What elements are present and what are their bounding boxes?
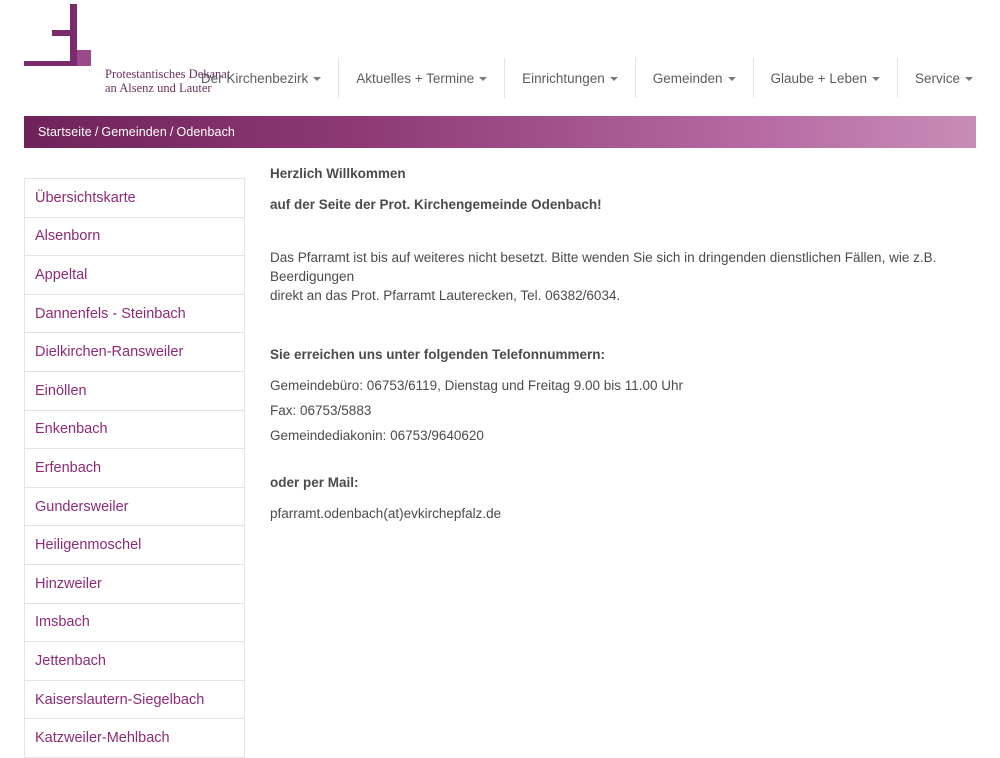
sidebar-item-label: Erfenbach xyxy=(35,459,102,476)
welcome-heading-line-1: Herzlich Willkommen xyxy=(270,166,406,181)
sidebar-item-hinzweiler[interactable] xyxy=(25,565,244,604)
nav-label: Einrichtungen xyxy=(522,70,605,86)
sidebar-item-label: Kaiserslautern-Siegelbach xyxy=(35,691,205,708)
sidebar-navigation xyxy=(24,178,245,758)
article-body xyxy=(270,158,976,523)
phone-office: Gemeindebüro: 06753/6119, Dienstag und Freitag 9.00 bis 11.00 Uhr xyxy=(270,378,684,393)
main-navigation xyxy=(184,58,990,98)
church-cross-logo-icon xyxy=(24,4,134,66)
sidebar-item-imsbach[interactable] xyxy=(25,604,244,643)
sidebar-item-label: Übersichtskarte xyxy=(35,189,136,206)
sidebar-item-label: Jettenbach xyxy=(35,652,106,669)
nav-label: Service xyxy=(914,70,960,86)
breadcrumb-item-gemeinden[interactable]: Gemeinden xyxy=(101,125,167,139)
nav-label: Aktuelles + Termine xyxy=(356,70,475,86)
breadcrumb-separator: / xyxy=(94,125,99,139)
sidebar-item-label: Hinzweiler xyxy=(35,575,102,592)
sidebar-item-label: Einöllen xyxy=(35,382,87,399)
sidebar-item-alsenborn[interactable] xyxy=(25,218,244,257)
sidebar-item-jettenbach[interactable] xyxy=(25,642,244,681)
sidebar-item-katzweiler-mehlbach[interactable] xyxy=(25,719,244,758)
sidebar-item-uebersichtskarte[interactable] xyxy=(25,179,244,218)
sidebar-item-einoellen[interactable] xyxy=(25,372,244,411)
sidebar-item-label: Katzweiler-Mehlbach xyxy=(35,730,170,747)
sidebar-item-heiligenmoschel[interactable] xyxy=(25,526,244,565)
nav-item-aktuelles-termine[interactable] xyxy=(338,58,504,98)
breadcrumb-item-startseite[interactable]: Startseite xyxy=(38,125,92,139)
notice-text-line-2: direkt an das Prot. Pfarramt Lauterecken, Tel. 06382/6034. xyxy=(270,288,621,303)
sidebar-item-enkenbach[interactable] xyxy=(25,411,244,450)
welcome-heading-line-2: auf der Seite der Prot. Kirchengemeinde Odenbach! xyxy=(270,197,602,212)
sidebar-item-dielkirchen-ransweiler[interactable] xyxy=(25,333,244,372)
sidebar-item-label: Heiligenmoschel xyxy=(35,537,142,554)
sidebar-item-label: Imsbach xyxy=(35,614,90,631)
nav-item-der-kirchenbezirk[interactable] xyxy=(184,58,338,98)
sidebar-item-label: Appeltal xyxy=(35,266,88,283)
page-content xyxy=(0,158,1000,750)
breadcrumb-bar xyxy=(24,116,976,148)
nav-label: Glaube + Leben xyxy=(770,70,867,86)
sidebar-item-dannenfels-steinbach[interactable] xyxy=(25,295,244,334)
chevron-down-icon xyxy=(872,77,880,81)
chevron-down-icon xyxy=(313,77,321,81)
sidebar-item-erfenbach[interactable] xyxy=(25,449,244,488)
sidebar-item-label: Alsenborn xyxy=(35,228,101,245)
nav-label: Der Kirchenbezirk xyxy=(200,70,309,86)
nav-item-gemeinden[interactable] xyxy=(635,58,753,98)
chevron-down-icon xyxy=(479,77,487,81)
notice-text-line-1: Das Pfarramt ist bis auf weiteres nicht besetzt. Bitte wenden Sie sich in dringenden dienstlichen Fällen, wie z.B. Beerdigungen xyxy=(270,250,937,284)
logo-line-1: Protestantisches Dekanat xyxy=(105,67,231,81)
nav-item-service[interactable] xyxy=(897,58,990,98)
phone-heading: Sie erreichen uns unter folgenden Telefonnummern: xyxy=(270,347,606,362)
logo-line-2: an Alsenz und Lauter xyxy=(105,81,212,95)
nav-item-einrichtungen[interactable] xyxy=(504,58,635,98)
breadcrumb xyxy=(38,125,235,139)
sidebar-item-kaiserslautern-siegelbach[interactable] xyxy=(25,681,244,720)
sidebar-item-appeltal[interactable] xyxy=(25,256,244,295)
breadcrumb-item-odenbach[interactable]: Odenbach xyxy=(176,125,235,139)
sidebar-item-label: Gundersweiler xyxy=(35,498,129,515)
sidebar-item-label: Enkenbach xyxy=(35,421,108,438)
sidebar-item-gundersweiler[interactable] xyxy=(25,488,244,527)
mail-address[interactable]: pfarramt.odenbach(at)evkirchepfalz.de xyxy=(270,506,502,521)
nav-label: Gemeinden xyxy=(652,70,723,86)
nav-item-glaube-leben[interactable] xyxy=(753,58,897,98)
chevron-down-icon xyxy=(965,77,973,81)
breadcrumb-separator: / xyxy=(169,125,174,139)
site-header xyxy=(0,0,1000,104)
mail-heading: oder per Mail: xyxy=(270,475,359,490)
phone-deaconess: Gemeindediakonin: 06753/9640620 xyxy=(270,428,484,443)
chevron-down-icon xyxy=(610,77,618,81)
sidebar-item-label: Dielkirchen-Ransweiler xyxy=(35,344,184,361)
phone-fax: Fax: 06753/5883 xyxy=(270,403,372,418)
sidebar-item-label: Dannenfels - Steinbach xyxy=(35,305,186,322)
chevron-down-icon xyxy=(728,77,736,81)
